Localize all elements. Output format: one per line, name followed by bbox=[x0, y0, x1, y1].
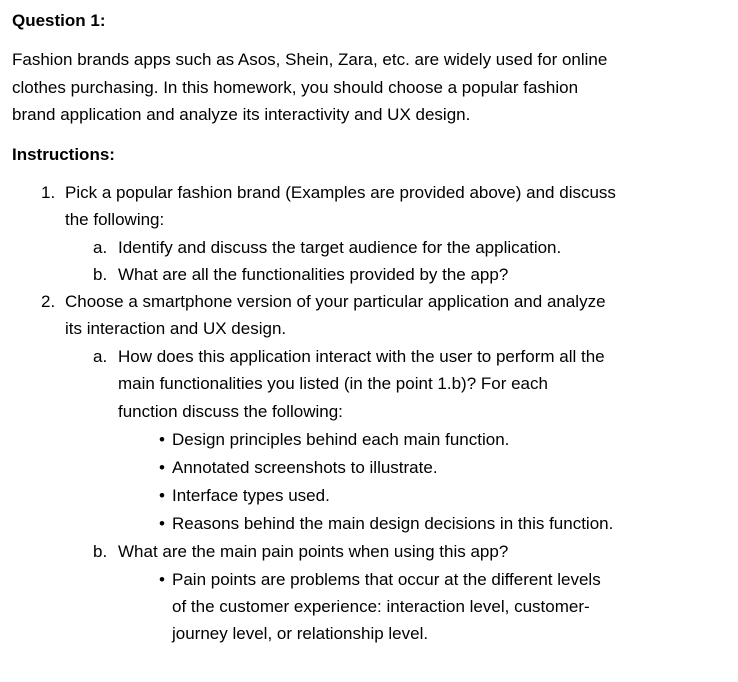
item-2b-marker: b. bbox=[93, 542, 108, 561]
bullet-icon: • bbox=[159, 570, 165, 589]
item-2a-line-1: How does this application interact with the user to perform all the bbox=[118, 347, 605, 366]
item-1b-marker: b. bbox=[93, 265, 108, 284]
item-2b-bullet-line-1: Pain points are problems that occur at the different levels bbox=[172, 570, 601, 589]
item-2b-bullet-line-2: of the customer experience: interaction level, customer- bbox=[172, 597, 590, 616]
item-2a-bullet-1: Design principles behind each main function. bbox=[172, 430, 510, 449]
question-title: Question 1: bbox=[12, 11, 106, 30]
item-2-marker: 2. bbox=[41, 292, 56, 311]
item-2b-text: What are the main pain points when using this app? bbox=[118, 542, 509, 561]
item-1a-text: Identify and discuss the target audience for the application. bbox=[118, 238, 562, 257]
bullet-icon: • bbox=[159, 430, 165, 449]
item-1a-marker: a. bbox=[93, 238, 108, 257]
item-1-line-2: the following: bbox=[65, 210, 165, 229]
instructions-heading: Instructions: bbox=[12, 145, 115, 164]
item-2b-bullet-line-3: journey level, or relationship level. bbox=[172, 624, 429, 643]
intro-line-2: clothes purchasing. In this homework, you should choose a popular fashion bbox=[12, 78, 579, 97]
bullet-icon: • bbox=[159, 458, 165, 477]
item-2-line-2: its interaction and UX design. bbox=[65, 319, 287, 338]
item-2-line-1: Choose a smartphone version of your particular application and analyze bbox=[65, 292, 606, 311]
intro-line-3: brand application and analyze its interactivity and UX design. bbox=[12, 105, 471, 124]
item-2a-marker: a. bbox=[93, 347, 108, 366]
item-2a-line-3: function discuss the following: bbox=[118, 402, 343, 421]
intro-line-1: Fashion brands apps such as Asos, Shein, Zara, etc. are widely used for online bbox=[12, 50, 608, 69]
item-2a-bullet-4: Reasons behind the main design decisions in this function. bbox=[172, 514, 614, 533]
item-1-marker: 1. bbox=[41, 183, 56, 202]
item-2a-bullet-2: Annotated screenshots to illustrate. bbox=[172, 458, 438, 477]
bullet-icon: • bbox=[159, 514, 165, 533]
bullet-icon: • bbox=[159, 486, 165, 505]
item-2a-line-2: main functionalities you listed (in the point 1.b)? For each bbox=[118, 374, 548, 393]
item-2a-bullet-3: Interface types used. bbox=[172, 486, 330, 505]
item-1b-text: What are all the functionalities provided by the app? bbox=[118, 265, 509, 284]
item-1-line-1: Pick a popular fashion brand (Examples are provided above) and discuss bbox=[65, 183, 616, 202]
